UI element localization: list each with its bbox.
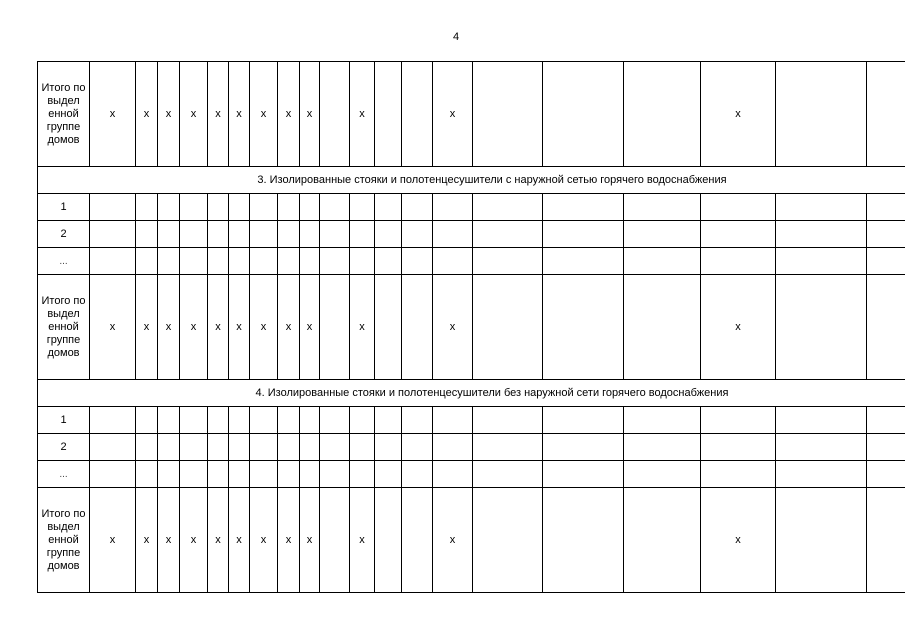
- x-mark-cell: x: [180, 62, 208, 167]
- x-mark-cell: x: [208, 488, 229, 593]
- total-row: [38, 62, 905, 167]
- empty-cell: [433, 407, 473, 434]
- empty-cell: [701, 407, 776, 434]
- empty-cell: [208, 248, 229, 275]
- x-mark-cell: x: [250, 488, 278, 593]
- empty-cell: [350, 248, 375, 275]
- empty-cell: [320, 62, 350, 167]
- empty-cell: [473, 407, 543, 434]
- empty-cell: [624, 194, 701, 221]
- empty-cell: [375, 62, 402, 167]
- empty-cell: [776, 221, 867, 248]
- empty-cell: [90, 194, 136, 221]
- empty-cell: [473, 248, 543, 275]
- empty-cell: [136, 434, 158, 461]
- section-title: 3. Изолированные стояки и полотенцесушители с наружной сетью горячего водоснабжения: [38, 167, 905, 194]
- x-mark-cell: x: [136, 275, 158, 380]
- empty-cell: [776, 407, 867, 434]
- empty-cell: [402, 221, 433, 248]
- empty-cell: [867, 62, 905, 167]
- empty-cell: [300, 194, 320, 221]
- empty-cell: [473, 488, 543, 593]
- x-mark-cell: x: [701, 275, 776, 380]
- empty-cell: [402, 488, 433, 593]
- x-mark-cell: x: [229, 62, 250, 167]
- x-mark-cell: x: [278, 488, 300, 593]
- empty-cell: [250, 461, 278, 488]
- total-row-label: Итого по выдел енной группе домов: [38, 62, 90, 167]
- empty-cell: [543, 221, 624, 248]
- x-mark-cell: x: [158, 488, 180, 593]
- empty-cell: [229, 407, 250, 434]
- empty-cell: [180, 221, 208, 248]
- x-mark-cell: x: [90, 488, 136, 593]
- empty-cell: [402, 434, 433, 461]
- empty-cell: [375, 407, 402, 434]
- empty-cell: [624, 434, 701, 461]
- empty-cell: [543, 248, 624, 275]
- empty-cell: [624, 248, 701, 275]
- empty-cell: [229, 461, 250, 488]
- empty-cell: [543, 461, 624, 488]
- empty-cell: [543, 275, 624, 380]
- x-mark-cell: x: [250, 62, 278, 167]
- empty-cell: [229, 194, 250, 221]
- empty-cell: [433, 248, 473, 275]
- x-mark-cell: x: [433, 62, 473, 167]
- row-number: ...: [38, 248, 90, 275]
- empty-cell: [375, 434, 402, 461]
- empty-cell: [402, 275, 433, 380]
- empty-cell: [776, 62, 867, 167]
- empty-cell: [473, 275, 543, 380]
- total-row: [38, 275, 905, 380]
- empty-cell: [136, 248, 158, 275]
- empty-cell: [278, 221, 300, 248]
- empty-cell: [136, 461, 158, 488]
- empty-cell: [350, 407, 375, 434]
- empty-cell: [375, 194, 402, 221]
- empty-cell: [208, 194, 229, 221]
- empty-cell: [433, 461, 473, 488]
- empty-cell: [776, 275, 867, 380]
- empty-cell: [402, 248, 433, 275]
- empty-cell: [278, 434, 300, 461]
- empty-cell: [375, 275, 402, 380]
- empty-cell: [229, 248, 250, 275]
- empty-cell: [90, 221, 136, 248]
- report-table: [37, 61, 905, 593]
- empty-cell: [250, 194, 278, 221]
- empty-cell: [867, 434, 905, 461]
- x-mark-cell: x: [136, 488, 158, 593]
- empty-cell: [136, 194, 158, 221]
- empty-cell: [867, 407, 905, 434]
- empty-cell: [350, 461, 375, 488]
- empty-cell: [300, 434, 320, 461]
- empty-cell: [250, 248, 278, 275]
- empty-cell: [229, 434, 250, 461]
- empty-cell: [375, 221, 402, 248]
- empty-cell: [278, 194, 300, 221]
- x-mark-cell: x: [278, 62, 300, 167]
- empty-cell: [473, 221, 543, 248]
- table-body: [38, 62, 905, 593]
- section-header-row: [38, 167, 905, 194]
- empty-cell: [90, 248, 136, 275]
- empty-cell: [776, 248, 867, 275]
- empty-cell: [278, 407, 300, 434]
- empty-cell: [350, 194, 375, 221]
- empty-cell: [433, 434, 473, 461]
- empty-cell: [624, 488, 701, 593]
- empty-cell: [90, 407, 136, 434]
- empty-cell: [402, 407, 433, 434]
- empty-cell: [136, 407, 158, 434]
- empty-cell: [320, 248, 350, 275]
- empty-cell: [543, 407, 624, 434]
- empty-cell: [158, 194, 180, 221]
- empty-cell: [776, 488, 867, 593]
- empty-cell: [350, 221, 375, 248]
- empty-cell: [624, 275, 701, 380]
- x-mark-cell: x: [300, 488, 320, 593]
- section-title: 4. Изолированные стояки и полотенцесушители без наружной сети горячего водоснабжения: [38, 380, 905, 407]
- x-mark-cell: x: [208, 62, 229, 167]
- empty-cell: [320, 461, 350, 488]
- x-mark-cell: x: [158, 62, 180, 167]
- x-mark-cell: x: [180, 275, 208, 380]
- empty-cell: [867, 275, 905, 380]
- empty-cell: [867, 461, 905, 488]
- empty-cell: [867, 488, 905, 593]
- empty-cell: [250, 407, 278, 434]
- x-mark-cell: x: [158, 275, 180, 380]
- empty-cell: [158, 407, 180, 434]
- x-mark-cell: x: [180, 488, 208, 593]
- empty-cell: [320, 194, 350, 221]
- empty-cell: [867, 248, 905, 275]
- empty-cell: [402, 194, 433, 221]
- x-mark-cell: x: [350, 488, 375, 593]
- empty-cell: [473, 62, 543, 167]
- empty-cell: [776, 461, 867, 488]
- empty-cell: [136, 221, 158, 248]
- empty-cell: [701, 461, 776, 488]
- empty-cell: [350, 434, 375, 461]
- empty-cell: [90, 461, 136, 488]
- empty-cell: [776, 434, 867, 461]
- empty-cell: [543, 434, 624, 461]
- empty-cell: [250, 221, 278, 248]
- empty-cell: [300, 461, 320, 488]
- empty-cell: [543, 488, 624, 593]
- empty-cell: [402, 62, 433, 167]
- empty-cell: [320, 221, 350, 248]
- empty-cell: [278, 461, 300, 488]
- empty-cell: [624, 461, 701, 488]
- x-mark-cell: x: [90, 275, 136, 380]
- empty-cell: [402, 461, 433, 488]
- empty-cell: [375, 488, 402, 593]
- row-number: 1: [38, 407, 90, 434]
- empty-cell: [180, 461, 208, 488]
- empty-cell: [543, 194, 624, 221]
- row-number: 2: [38, 221, 90, 248]
- empty-cell: [208, 461, 229, 488]
- empty-cell: [867, 194, 905, 221]
- table-row: [38, 248, 905, 275]
- x-mark-cell: x: [433, 488, 473, 593]
- total-row-label: Итого по выдел енной группе домов: [38, 275, 90, 380]
- empty-cell: [701, 221, 776, 248]
- empty-cell: [180, 434, 208, 461]
- x-mark-cell: x: [229, 488, 250, 593]
- empty-cell: [300, 221, 320, 248]
- empty-cell: [473, 434, 543, 461]
- empty-cell: [701, 194, 776, 221]
- x-mark-cell: x: [250, 275, 278, 380]
- empty-cell: [300, 248, 320, 275]
- table-row: [38, 407, 905, 434]
- empty-cell: [867, 221, 905, 248]
- x-mark-cell: x: [701, 488, 776, 593]
- empty-cell: [158, 461, 180, 488]
- empty-cell: [701, 434, 776, 461]
- table-row: [38, 194, 905, 221]
- empty-cell: [278, 248, 300, 275]
- empty-cell: [158, 248, 180, 275]
- empty-cell: [776, 194, 867, 221]
- empty-cell: [208, 407, 229, 434]
- empty-cell: [180, 407, 208, 434]
- empty-cell: [229, 221, 250, 248]
- x-mark-cell: x: [229, 275, 250, 380]
- empty-cell: [624, 407, 701, 434]
- x-mark-cell: x: [433, 275, 473, 380]
- table-row: [38, 221, 905, 248]
- total-row-label: Итого по выдел енной группе домов: [38, 488, 90, 593]
- empty-cell: [543, 62, 624, 167]
- empty-cell: [250, 434, 278, 461]
- table-row: [38, 434, 905, 461]
- x-mark-cell: x: [300, 62, 320, 167]
- empty-cell: [90, 434, 136, 461]
- page-number: 4: [452, 31, 460, 43]
- empty-cell: [208, 221, 229, 248]
- empty-cell: [433, 221, 473, 248]
- empty-cell: [208, 434, 229, 461]
- x-mark-cell: x: [350, 62, 375, 167]
- x-mark-cell: x: [136, 62, 158, 167]
- empty-cell: [320, 407, 350, 434]
- row-number: ...: [38, 461, 90, 488]
- empty-cell: [624, 62, 701, 167]
- row-number: 2: [38, 434, 90, 461]
- section-header-row: [38, 380, 905, 407]
- x-mark-cell: x: [208, 275, 229, 380]
- row-number: 1: [38, 194, 90, 221]
- x-mark-cell: x: [701, 62, 776, 167]
- x-mark-cell: x: [278, 275, 300, 380]
- empty-cell: [375, 461, 402, 488]
- empty-cell: [433, 194, 473, 221]
- empty-cell: [300, 407, 320, 434]
- total-row: [38, 488, 905, 593]
- empty-cell: [158, 434, 180, 461]
- empty-cell: [473, 461, 543, 488]
- empty-cell: [375, 248, 402, 275]
- empty-cell: [473, 194, 543, 221]
- table-row: [38, 461, 905, 488]
- empty-cell: [180, 248, 208, 275]
- empty-cell: [624, 221, 701, 248]
- x-mark-cell: x: [350, 275, 375, 380]
- empty-cell: [320, 434, 350, 461]
- x-mark-cell: x: [300, 275, 320, 380]
- empty-cell: [701, 248, 776, 275]
- x-mark-cell: x: [90, 62, 136, 167]
- empty-cell: [320, 275, 350, 380]
- empty-cell: [320, 488, 350, 593]
- empty-cell: [180, 194, 208, 221]
- empty-cell: [158, 221, 180, 248]
